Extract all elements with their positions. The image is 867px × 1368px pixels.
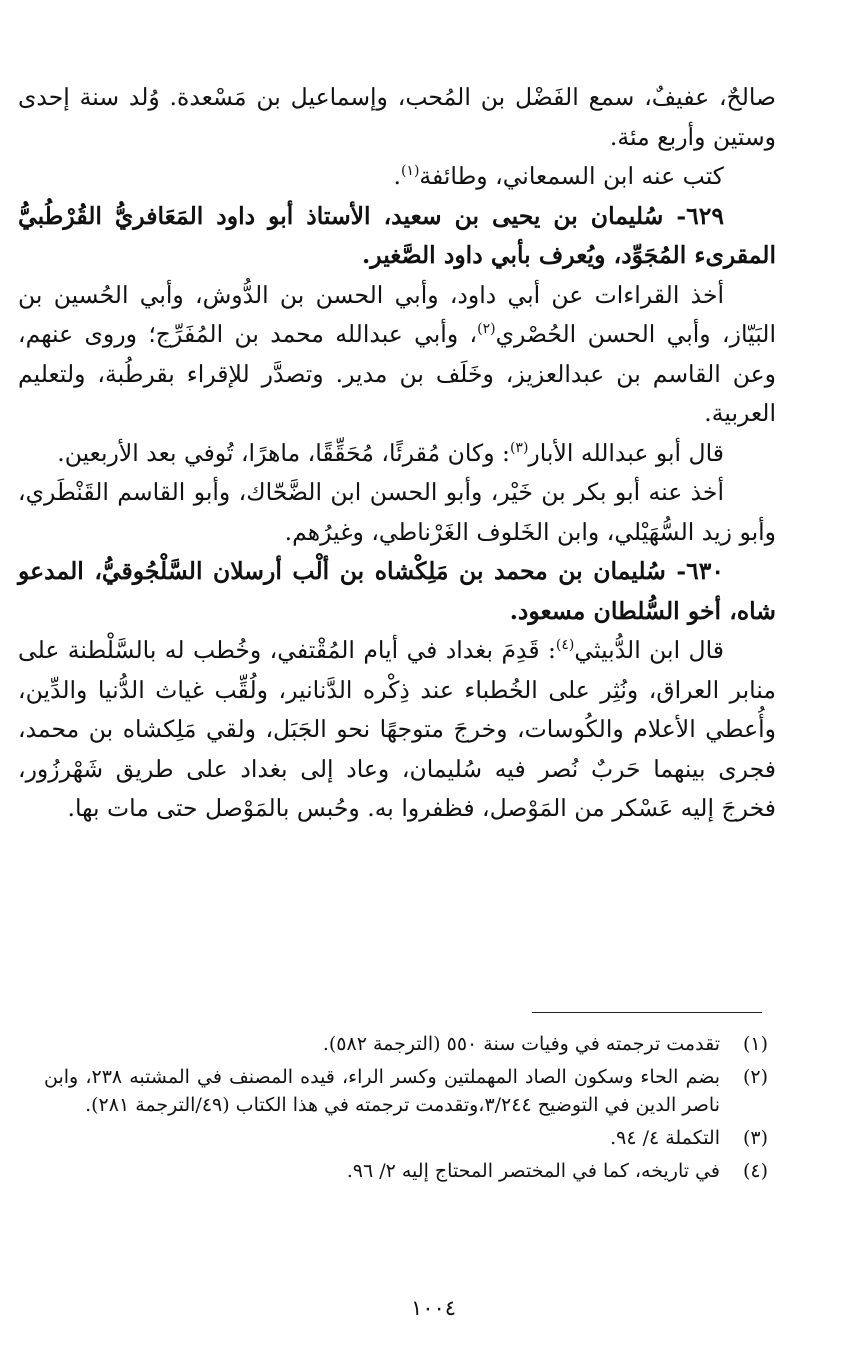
paragraph-dubaythi xyxy=(18,631,776,829)
footnote-ref-3[interactable]: (٣) xyxy=(509,439,529,456)
footnote-number: (٤) xyxy=(742,1160,768,1182)
footnote-ref-1[interactable]: (١) xyxy=(400,163,420,180)
page-number: ١٠٠٤ xyxy=(410,1296,457,1320)
footnote-number: (٣) xyxy=(742,1127,768,1149)
paragraph-readings xyxy=(18,276,776,434)
footnote-text: التكملة ٤/ ٩٤. xyxy=(610,1127,720,1149)
entry-heading-630: ٦٣٠- سُليمان بن محمد بن مَلِكْشاه بن ألْب أرسلان السَّلْجُوقيُّ، المدعو شاه، أخو السُّلطان مسعود. xyxy=(18,557,776,625)
footnote-item xyxy=(44,1030,768,1058)
footnote-text: تقدمت ترجمته في وفيات سنة ٥٥٠ (الترجمة ٥٨٢). xyxy=(322,1033,720,1055)
paragraph-abbar xyxy=(18,434,776,474)
paragraph-text: ، وأبي عبدالله محمد بن المُفَرِّج؛ وروى عنهم، وعن القاسم بن عبدالعزيز، وخَلَف بن مدير. وتصدَّر للإقراء بقرطُبة، ولتعليم العربية. xyxy=(18,320,776,427)
footnote-item xyxy=(44,1063,768,1119)
main-text xyxy=(18,78,776,829)
paragraph-text: : قَدِمَ بغداد في أيام المُقْتفي، وخُطب له بالسَّلْطنة على منابر العراق، ونُثِر على الخُطباء عند ذِكْره الدَّنانير، ولُقِّب غياث الدُّنيا والدِّين، وأُعطي الأعلام والكُوسات، وخرجَ متوجهًا نحو الجَبَل، ولقي مَلِكشاه بن محمد، فجرى بينهما حَربٌ نُصر فيه سُليمان، وعاد إلى بغداد على طريق شَهْرزُور، فخرجَ إليه عَسْكر من المَوْصل، فظفروا به. وحُبس بالمَوْصل حتى مات بها. xyxy=(18,636,776,822)
footnotes xyxy=(44,1030,768,1190)
footnote-ref-4[interactable]: (٤) xyxy=(555,637,575,654)
footnote-text: في تاريخه، كما في المختصر المحتاج إليه ٢/ ٩٦. xyxy=(346,1160,720,1182)
footnote-item xyxy=(44,1157,768,1185)
footnote-text: بضم الحاء وسكون الصاد المهملتين وكسر الراء، قيده المصنف في المشتبه ٢٣٨، وابن ناصر الدين في التوضيح ٣/٢٤٤،وتقدمت ترجمته في هذا الكتاب (٤٩/الترجمة ٢٨١). xyxy=(44,1066,720,1116)
paragraph-end: . xyxy=(393,162,401,190)
paragraph-text: كتب عنه ابن السمعاني، وطائفة xyxy=(419,162,724,190)
paragraph-students: أخذ عنه أبو بكر بن خَيْر، وأبو الحسن ابن الضَّحّاك، وأبو القاسم القَنْطَري، وأبو زيد السُّهَيْلي، وابن الخَلوف الغَرْناطي، وغيرُهم. xyxy=(18,478,776,546)
footnote-ref-2[interactable]: (٢) xyxy=(477,321,496,338)
paragraph-authors xyxy=(18,157,776,197)
footnote-number: (١) xyxy=(742,1033,768,1055)
paragraph-text: أخذ القراءات عن أبي داود، وأبي الحسن بن الدُّوش، وأبي الحُسين بن البَيّاز، وأبي الحسن الحُصْري xyxy=(18,280,776,348)
footnote-item xyxy=(44,1124,768,1152)
paragraph-continuation: صالحٌ، عفيفٌ، سمع الفَضْل بن المُحب، وإسماعيل بن مَسْعدة. وُلد سنة إحدى وستين وأربع مئة. xyxy=(18,83,776,151)
paragraph-text: قال أبو عبدالله الأبار xyxy=(528,438,724,467)
footnote-number: (٢) xyxy=(742,1066,768,1088)
paragraph-text: : وكان مُقرئًا، مُحَقِّقًا، ماهرًا، تُوفي بعد الأربعين. xyxy=(57,438,510,467)
paragraph-text: قال ابن الدُّبيثي xyxy=(574,636,724,664)
footnote-separator xyxy=(532,1012,762,1013)
entry-heading-629: ٦٢٩- سُليمان بن يحيى بن سعيد، الأستاذ أبو داود المَعَافريُّ القُرْطُبيُّ المقرىء المُجَوِّد، ويُعرف بأبي داود الصَّغير. xyxy=(18,201,776,269)
